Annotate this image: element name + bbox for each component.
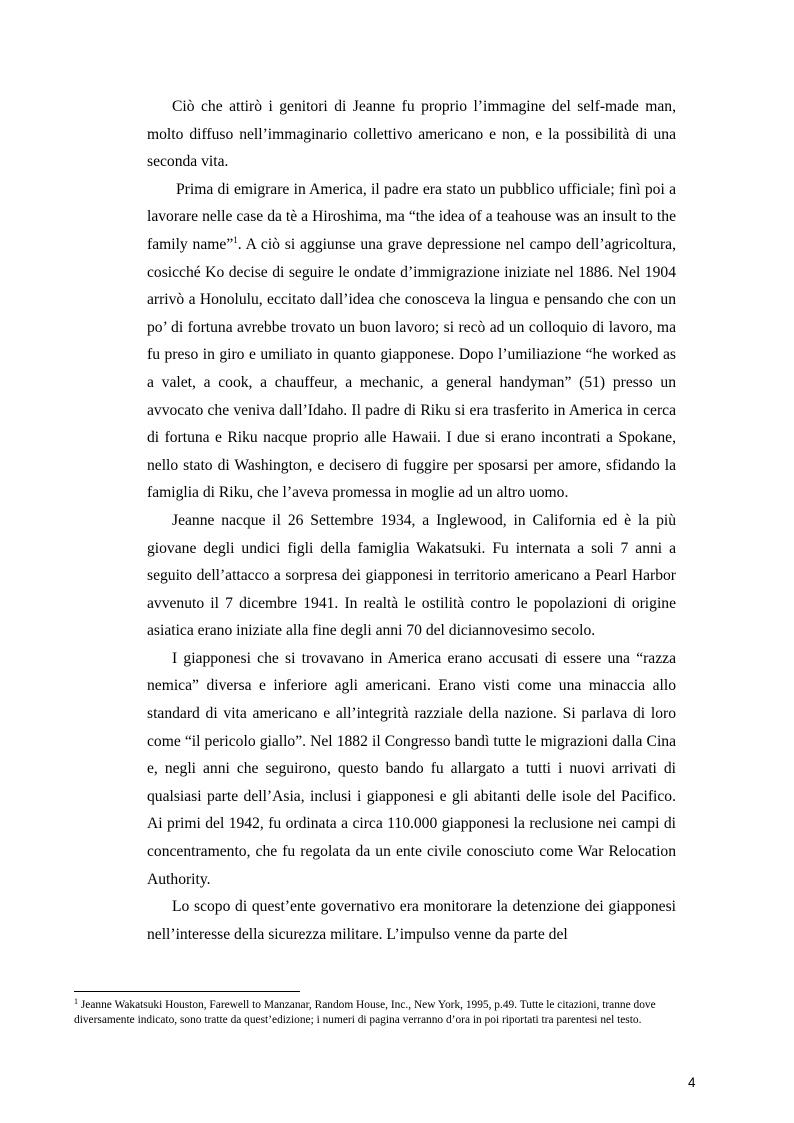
paragraph-3: Jeanne nacque il 26 Settembre 1934, a Inglewood, in California ed è la più giovane degli undici figli della famiglia Wakatsuki. Fu internata a soli 7 anni a seguito dell’attacco a sorpresa dei giapponesi in territorio americano a Pearl Harbor avvenuto il 7 dicembre 1941. In realtà le ostilità contro le popolazioni di origine asiatica erano iniziate alla fine degli anni 70 del diciannovesimo secolo. — [147, 511, 676, 640]
paragraph-1: Ciò che attirò i genitori di Jeanne fu proprio l’immagine del self-made man, molto diffuso nell’immaginario collettivo americano e non, e la possibilità di una seconda vita. — [147, 98, 676, 171]
paragraph-2-text-before: Prima di emigrare in America, il padre era stato un pubblico ufficiale; finì poi a lavorare nelle case da tè a Hiroshima, ma “the idea of a teahouse was an insult to the family name” — [147, 180, 676, 253]
page-number: 4 — [688, 1075, 696, 1090]
paragraph-2 — [147, 176, 676, 507]
footnote-text: Jeanne Wakatsuki Houston, Farewell to Manzanar, Random House, Inc., New York, 1995, p.49. Tutte le citazioni, tranne dove diversamente indicato, sono tratte da quest’edizione; i numeri di pagina verranno d’ora in poi riportati tra parentesi nel testo. — [74, 999, 656, 1026]
paragraph-4: I giapponesi che si trovavano in America erano accusati di essere una “razza nemica” diversa e inferiore agli americani. Erano visti come una minaccia allo standard di vita americano e all’integrità razziale della nazione. Si parlava di loro come “il pericolo giallo”. Nel 1882 il Congresso bandì tutte le migrazioni dalla Cina e, negli anni che seguirono, questo bando fu allargato a tutti i nuovi arrivati di qualsiasi parte dell’Asia, inclusi i giapponesi e gli abitanti delle isole del Pacifico. Ai primi del 1942, fu ordinata a circa 110.000 giapponesi la reclusione nei campi di concentramento, che fu regolata da un ente civile conosciuto come War Relocation Authority. — [147, 649, 676, 888]
footnote — [74, 998, 706, 1028]
body-text — [147, 93, 676, 948]
paragraph-5: Lo scopo di quest’ente governativo era monitorare la detenzione dei giapponesi nell’interesse della sicurezza militare. L’impulso venne da parte del — [147, 898, 676, 943]
footnote-reference: 1 — [233, 234, 238, 245]
footnote-separator — [74, 991, 300, 992]
paragraph-2-text-after: . A ciò si aggiunse una grave depressione nel campo dell’agricoltura, cosicché Ko decise di seguire le ondate d’immigrazione iniziate nel 1886. Nel 1904 arrivò a Honolulu, eccitato dall’idea che conosceva la lingua e pensando che con un po’ di fortuna avrebbe trovato un buon lavoro; si recò ad un colloquio di lavoro, ma fu preso in giro e umiliato in quanto giapponese. Dopo l’umiliazione “he worked as a valet, a cook, a chauffeur, a mechanic, a general handyman” (51) presso un avvocato che veniva dall’Idaho. Il padre di Riku si era trasferito in America in cerca di fortuna e Riku nacque proprio alle Hawaii. I due si erano incontrati a Spokane, nello stato di Washington, e decisero di fuggire per sposarsi per amore, sfidando la famiglia di Riku, che l’aveva promessa in moglie ad un altro uomo. — [147, 235, 676, 502]
footnote-marker: 1 — [74, 997, 78, 1006]
